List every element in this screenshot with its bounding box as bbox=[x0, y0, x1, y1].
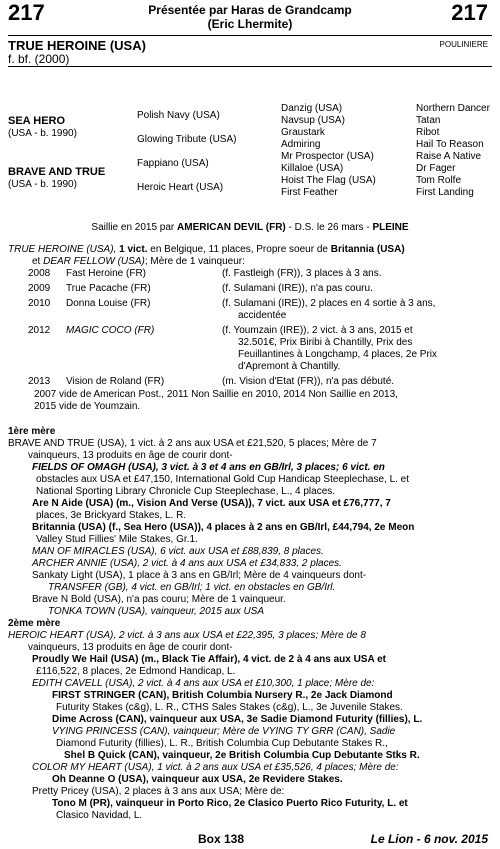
ancestor: Hoist The Flag (USA) bbox=[281, 175, 376, 186]
pedigree-line: Britannia (USA) (f., Sea Hero (USA)), 4 places à 2 ans en GB/Irl, £44,794, 2e Meon bbox=[32, 522, 415, 533]
pedigree-line: Brave N Bold (USA), n'a pas couru; Mère de 1 vainqueur. bbox=[32, 594, 286, 605]
pedigree-line: vainqueurs, 13 produits en âge de courir dont- bbox=[28, 642, 233, 653]
pedigree-line: Pretty Pricey (USA), 2 places à 3 ans aux USA; Mère de: bbox=[32, 786, 285, 797]
pedigree-line: FIRST STRINGER (CAN), British Columbia Nursery R., 2e Jack Diamond bbox=[52, 690, 393, 701]
pedigree-line: £116,522, 8 places, 2e Edmond Handicap, L. bbox=[36, 666, 236, 677]
second-dam-heading: 2ème mère bbox=[8, 618, 61, 629]
pedigree-line: obstacles aux USA et £47,150, International Gold Cup Handicap Steeplechase, L. et bbox=[36, 474, 410, 485]
breeding-notes: 2007 vide de American Post., 2011 Non Saillie en 2010, 2014 Non Saillie en 2013, 2015 vide de Youmzain. bbox=[34, 389, 398, 412]
name-rule bbox=[8, 66, 492, 67]
pedigree-line: Oh Deanne O (USA), vainqueur aux USA, 2e Revidere Stakes. bbox=[52, 774, 343, 785]
covering-stallion: AMERICAN DEVIL (FR) bbox=[177, 222, 286, 233]
ancestor: Admiring bbox=[281, 139, 321, 150]
sire-details: (USA - b. 1990) bbox=[8, 128, 77, 139]
sire-name: SEA HERO bbox=[8, 115, 66, 127]
sale-category: POULINIERE bbox=[439, 40, 488, 49]
pedigree-line: BRAVE AND TRUE (USA), 1 vict. à 2 ans aux USA et £21,520, 5 places; Mère de 7 bbox=[8, 438, 377, 449]
pedigree-gen3-sires bbox=[281, 103, 376, 199]
lot-number-right: 217 bbox=[451, 0, 488, 25]
pedigree-line: Proudly We Hail (USA) (m., Black Tie Affair), 4 vict. de 2 à 4 ans aux USA et bbox=[32, 654, 386, 665]
pedigree-line: Are N Aide (USA) (m., Vision And Verse (USA)), 7 vict. aux USA et £76,777, 7 bbox=[32, 498, 391, 509]
dam-name: BRAVE AND TRUE bbox=[8, 166, 106, 178]
pedigree-line: places, 3e Brickyard Stakes, L. R. bbox=[36, 510, 187, 521]
second-dam-section bbox=[8, 630, 492, 822]
pedigree-line: COLOR MY HEART (USA), 1 vict. à 2 ans aux USA et £35,526, 4 places; Mère de: bbox=[32, 762, 399, 773]
record-line: TRUE HEROINE (USA), 1 vict. en Belgique, 11 places, Propre soeur de Britannia (USA) bbox=[8, 244, 405, 255]
pedigree-dam bbox=[8, 166, 105, 191]
pedigree-line: ARCHER ANNIE (USA), 2 vict. à 4 ans aux USA et £34,833, 2 places. bbox=[32, 558, 342, 569]
pedigree-line: TONKA TOWN (USA), vainqueur, 2015 aux USA bbox=[48, 606, 265, 617]
ancestor: First Feather bbox=[281, 187, 338, 198]
record-line: et DEAR FELLOW (USA); Mère de 1 vainqueur: bbox=[32, 256, 245, 267]
box-number: Box 138 bbox=[198, 832, 245, 846]
ancestor: Ribot bbox=[416, 127, 440, 138]
pedigree-line: Sankaty Light (USA), 1 place à 3 ans en GB/Irl; Mère de 4 vainqueurs dont- bbox=[32, 570, 367, 581]
pedigree-gen3-damsires bbox=[416, 103, 490, 199]
grandparent: Heroic Heart (USA) bbox=[137, 182, 224, 193]
pedigree-line: Dime Across (CAN), vainqueur aux USA, 3e Sadie Diamond Futurity (fillies), L. bbox=[52, 714, 423, 725]
pedigree-line: Shel B Quick (CAN), vainqueur, 2e British Columbia Cup Debutante Stks R. bbox=[64, 750, 420, 761]
seller bbox=[120, 3, 380, 31]
progeny-table bbox=[28, 268, 492, 388]
seller-name: Présentée par Haras de Grandcamp bbox=[148, 3, 352, 17]
pedigree-line: HEROIC HEART (USA), 2 vict. à 3 ans aux USA et £22,395, 3 places; Mère de 8 bbox=[8, 630, 366, 641]
horse-name: TRUE HEROINE (USA) bbox=[8, 38, 146, 53]
ancestor: Tom Rolfe bbox=[416, 175, 462, 186]
pedigree-line: EDITH CAVELL (USA), 2 vict. à 4 ans aux USA et £10,300, 1 place; Mère de: bbox=[32, 678, 375, 689]
first-dam-section bbox=[8, 438, 492, 618]
grandparent: Glowing Tribute (USA) bbox=[137, 134, 237, 145]
pedigree-line: vainqueurs, 13 produits en âge de courir dont- bbox=[28, 450, 233, 461]
pedigree-line: MAN OF MIRACLES (USA), 6 vict. aux USA et £88,839, 8 places. bbox=[32, 546, 324, 557]
ancestor: Navsup (USA) bbox=[281, 115, 345, 126]
horse-details: f. bf. (2000) bbox=[8, 52, 70, 66]
pedigree-sire bbox=[8, 115, 77, 140]
progeny-row: 2008 Fast Heroine (FR) (f. Fastleigh (FR)), 3 places à 3 ans. bbox=[28, 268, 382, 279]
pedigree-line: Clasico Navidad, L. bbox=[56, 810, 143, 821]
ancestor: Hail To Reason bbox=[416, 139, 484, 150]
pedigree-line: VYING PRINCESS (CAN), vainqueur; Mère de VYING TY GRR (CAN), Sadie bbox=[52, 726, 396, 737]
pedigree-line: Futurity Stakes (c&g), L. R., CTHS Sales Stakes (c&g), L., 3e Juvenile Stakes. bbox=[56, 702, 403, 713]
ancestor: Raise A Native bbox=[416, 151, 482, 162]
grandparent: Polish Navy (USA) bbox=[137, 110, 220, 121]
ancestor: First Landing bbox=[416, 187, 474, 198]
dam-details: (USA - b. 1990) bbox=[8, 179, 77, 190]
progeny-row: 2012 MAGIC COCO (FR) (f. Youmzain (IRE)), 2 vict. à 3 ans, 2015 et 32.501€, Prix Biribi à Chantilly, Prix des Feuillantines à Longchamp, 4 places, 2e Prix d'Apremont à Chantilly. bbox=[28, 325, 438, 372]
progeny-row: 2010 Donna Louise (FR) (f. Sulamani (IRE)), 2 places en 4 sortie à 3 ans, accidentée bbox=[28, 298, 436, 321]
ancestor: Graustark bbox=[281, 127, 325, 138]
ancestor: Mr Prospector (USA) bbox=[281, 151, 374, 162]
ancestor: Tatan bbox=[416, 115, 441, 126]
pedigree-line: Valley Stud Fillies' Mile Stakes, Gr.1. bbox=[36, 534, 198, 545]
ancestor: Danzig (USA) bbox=[281, 103, 343, 114]
covering-date: - D.S. le 26 mars - bbox=[285, 222, 373, 233]
pedigree-line: Tono M (PR), vainqueur in Porto Rico, 2e Clasico Puerto Rico Futurity, L. et bbox=[52, 798, 408, 809]
header-rule bbox=[8, 35, 492, 36]
covering-prefix: Saillie en 2015 par bbox=[91, 222, 178, 233]
pedigree-line: TRANSFER (GB), 4 vict. en GB/Irl; 1 vict. en obstacles en GB/Irl. bbox=[48, 582, 336, 593]
covering-status: PLEINE bbox=[372, 222, 409, 233]
lot-number: 217 bbox=[8, 0, 45, 25]
progeny-row: 2009 True Pacache (FR) (f. Sulamani (IRE)), n'a pas couru. bbox=[28, 283, 373, 294]
covering-info bbox=[0, 222, 500, 233]
progeny-row: 2013 Vision de Roland (FR) (m. Vision d'Etat (FR)), n'a pas débuté. bbox=[28, 376, 395, 387]
ancestor: Dr Fager bbox=[416, 163, 456, 174]
ancestor: Killaloe (USA) bbox=[281, 163, 344, 174]
pedigree-line: National Sporting Library Chronicle Cup Steeplechase, L., 4 places. bbox=[36, 486, 336, 497]
race-record bbox=[8, 244, 488, 268]
seller-contact: (Eric Lhermite) bbox=[207, 17, 293, 31]
pedigree-line: Diamond Futurity (fillies), L. R., British Columbia Cup Debutante Stakes R., bbox=[56, 738, 388, 749]
ancestor: Northern Dancer bbox=[416, 103, 490, 114]
first-dam-heading: 1ère mère bbox=[8, 426, 56, 437]
sale-event: Le Lion - 6 nov. 2015 bbox=[370, 832, 488, 846]
pedigree-line: FIELDS OF OMAGH (USA), 3 vict. à 3 et 4 ans en GB/Irl, 3 places; 6 vict. en bbox=[32, 462, 385, 473]
grandparent: Fappiano (USA) bbox=[137, 158, 209, 169]
